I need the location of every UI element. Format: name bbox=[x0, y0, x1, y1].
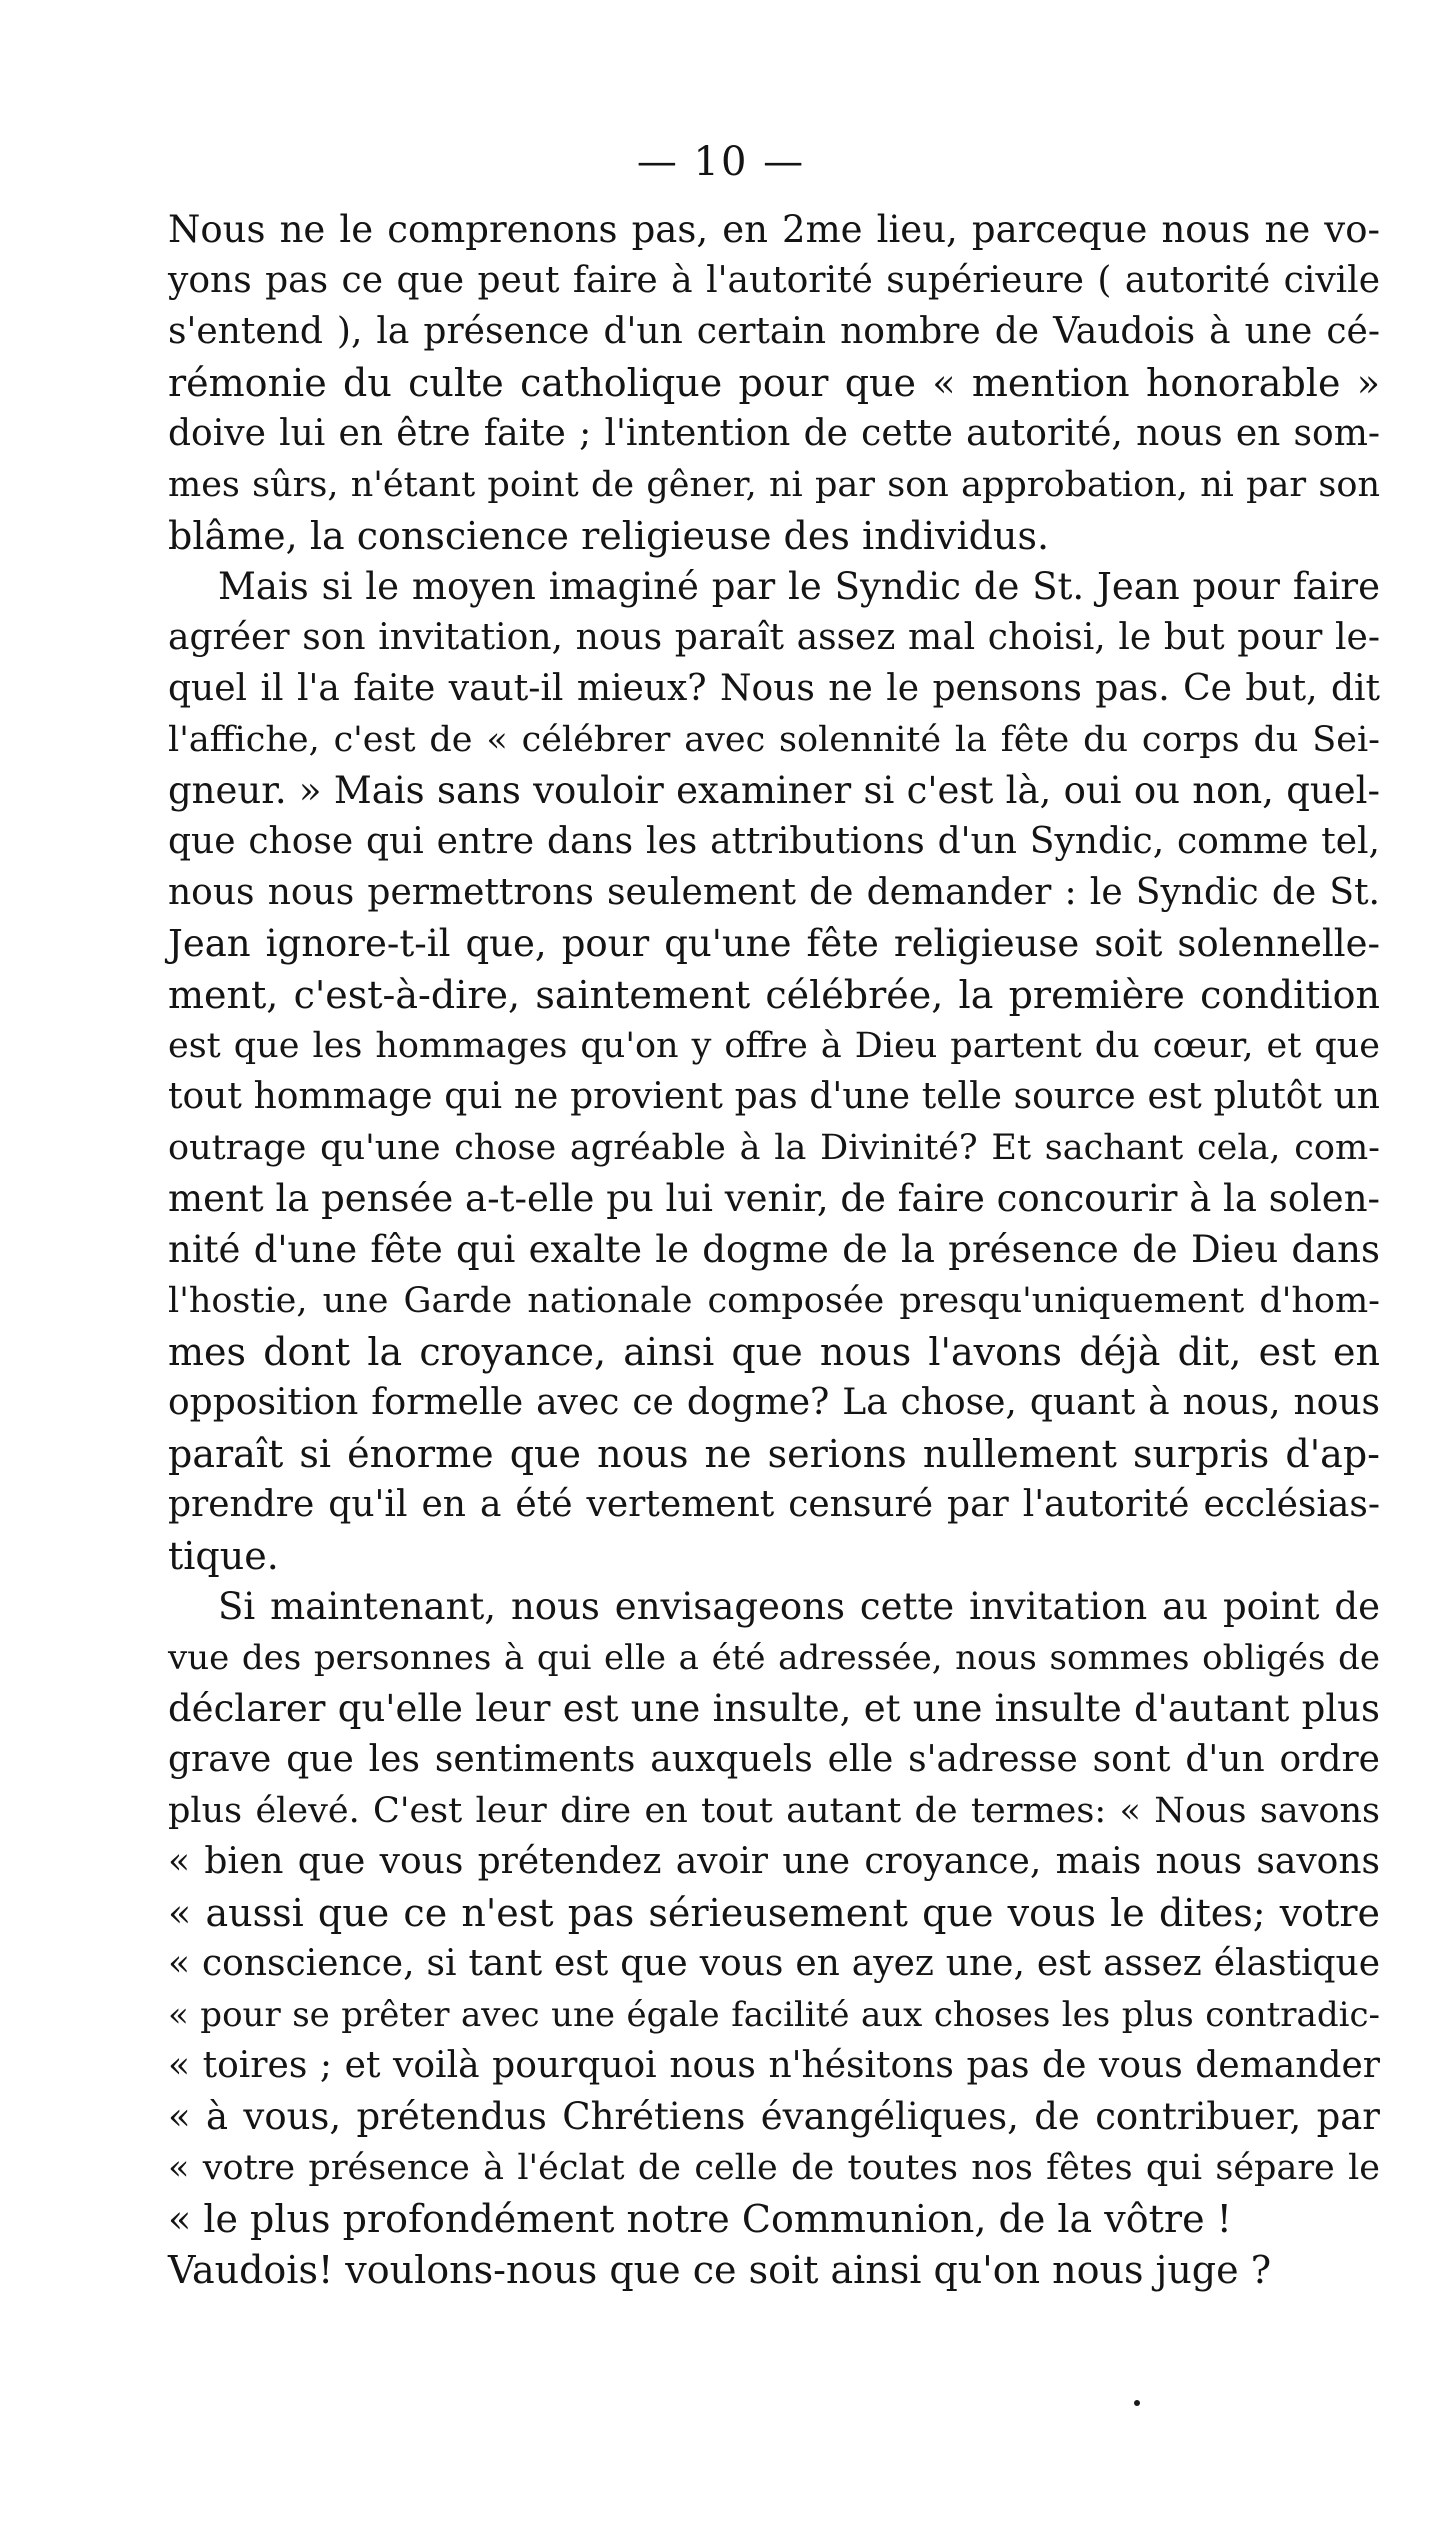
text-line: Si maintenant, nous envisageons cette invitation au point de bbox=[218, 1585, 1380, 1628]
text-line: s'entend ), la présence d'un certain nombre de Vaudois à une cé- bbox=[168, 311, 1380, 352]
text-line: l'affiche, c'est de « célébrer avec solennité la fête du corps du Sei- bbox=[168, 720, 1380, 760]
text-line: grave que les sentiments auxquels elle s'adresse sont d'un ordre bbox=[168, 1739, 1380, 1780]
text-line: doive lui en être faite ; l'intention de cette autorité, nous en som- bbox=[168, 413, 1380, 454]
page-number: — 10 — bbox=[636, 139, 806, 185]
text-line: est que les hommages qu'on y offre à Dieu partent du cœur, et que bbox=[168, 1026, 1380, 1066]
text-line: yons pas ce que peut faire à l'autorité supérieure ( autorité civile bbox=[168, 260, 1380, 301]
text-line: vue des personnes à qui elle a été adressée, nous sommes obligés de bbox=[168, 1638, 1380, 1678]
text-line: « aussi que ce n'est pas sérieusement que vous le dites; votre bbox=[168, 1891, 1380, 1935]
text-line: « à vous, prétendus Chrétiens évangéliques, de contribuer, par bbox=[168, 2095, 1380, 2138]
text-line: l'hostie, une Garde nationale composée presqu'uniquement d'hom- bbox=[168, 1281, 1380, 1321]
text-line: gneur. » Mais sans vouloir examiner si c'est là, oui ou non, quel- bbox=[168, 769, 1380, 812]
text-line: nité d'une fête qui exalte le dogme de la présence de Dieu dans bbox=[168, 1228, 1380, 1271]
text-line: quel il l'a faite vaut-il mieux? Nous ne le pensons pas. Ce but, dit bbox=[168, 668, 1380, 709]
text-line: nous nous permettrons seulement de demander : le Syndic de St. bbox=[168, 872, 1380, 913]
text-line: ment, c'est-à-dire, saintement célébrée, la première condition bbox=[168, 973, 1380, 1017]
text-line: Nous ne le comprenons pas, en 2me lieu, parceque nous ne vo- bbox=[168, 208, 1380, 251]
text-line: tout hommage qui ne provient pas d'une telle source est plutôt un bbox=[168, 1076, 1380, 1117]
text-line: « conscience, si tant est que vous en ayez une, est assez élastique bbox=[168, 1943, 1380, 1984]
text-line: « toires ; et voilà pourquoi nous n'hésitons pas de vous demander bbox=[168, 2045, 1380, 2086]
text-line: « le plus profondément notre Communion, de la vôtre ! bbox=[168, 2197, 1232, 2241]
text-line: outrage qu'une chose agréable à la Divinité? Et sachant cela, com- bbox=[168, 1128, 1380, 1168]
text-line: Jean ignore-t-il que, pour qu'une fête religieuse soit solennelle- bbox=[168, 922, 1380, 965]
text-line: déclarer qu'elle leur est une insulte, et une insulte d'autant plus bbox=[168, 1687, 1380, 1730]
text-line: « votre présence à l'éclat de celle de toutes nos fêtes qui sépare le bbox=[168, 2148, 1380, 2188]
text-line: Mais si le moyen imaginé par le Syndic de St. Jean pour faire bbox=[218, 565, 1380, 608]
text-line: mes dont la croyance, ainsi que nous l'avons déjà dit, est en bbox=[168, 1330, 1380, 1374]
text-line: « bien que vous prétendez avoir une croyance, mais nous savons bbox=[168, 1841, 1380, 1882]
text-line: opposition formelle avec ce dogme? La chose, quant à nous, nous bbox=[168, 1382, 1380, 1423]
text-line: mes sûrs, n'étant point de gêner, ni par son approbation, ni par son bbox=[168, 465, 1380, 505]
text-line: tique. bbox=[168, 1534, 279, 1578]
text-line: prendre qu'il en a été vertement censuré par l'autorité ecclésias- bbox=[168, 1484, 1380, 1525]
ink-speck bbox=[1134, 2400, 1140, 2406]
text-line: que chose qui entre dans les attributions d'un Syndic, comme tel, bbox=[168, 821, 1380, 862]
text-line: « pour se prêter avec une égale facilité aux choses les plus contradic- bbox=[168, 1995, 1380, 2035]
text-line: rémonie du culte catholique pour que « mention honorable » bbox=[168, 361, 1380, 405]
text-line: Vaudois! voulons-nous que ce soit ainsi qu'on nous juge ? bbox=[168, 2248, 1272, 2292]
text-line: agréer son invitation, nous paraît assez mal choisi, le but pour le- bbox=[168, 617, 1380, 658]
text-line: ment la pensée a-t-elle pu lui venir, de faire concourir à la solen- bbox=[168, 1177, 1381, 1220]
text-line: plus élevé. C'est leur dire en tout autant de termes: « Nous savons bbox=[168, 1791, 1380, 1831]
text-line: blâme, la conscience religieuse des individus. bbox=[168, 514, 1050, 558]
text-line: paraît si énorme que nous ne serions nullement surpris d'ap- bbox=[168, 1432, 1380, 1476]
